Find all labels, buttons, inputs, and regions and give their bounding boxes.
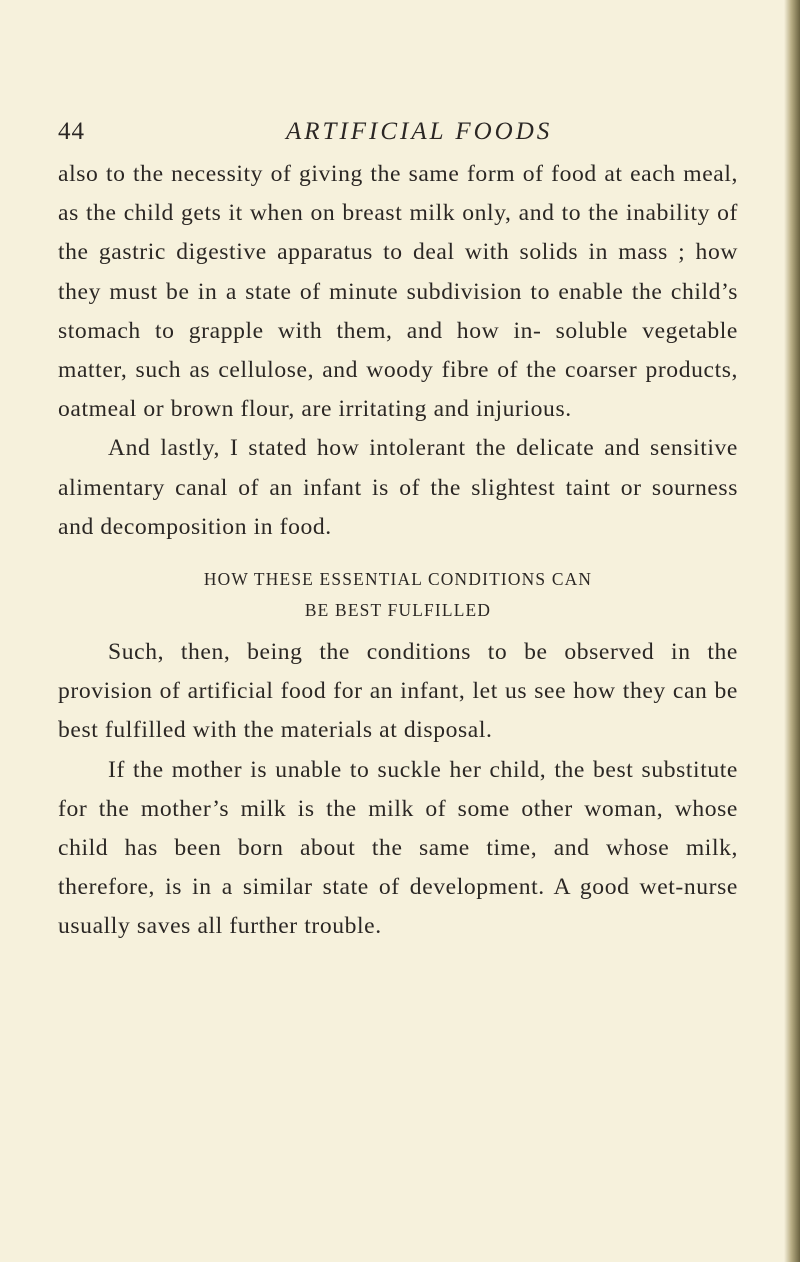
section-heading-line: BE BEST FULFILLED	[304, 600, 492, 621]
paragraph: And lastly, I stated how intolerant the delicate and sensitive alimentary canal of an infant is of the slightest taint or sourness and decomposition in food.	[58, 435, 738, 540]
section-heading	[58, 564, 738, 626]
paragraph: Such, then, being the conditions to be observed in the provision of artificial food for an infant, let us see how they can be best fulfilled with the materials at disposal.	[58, 639, 738, 744]
page-number: 44	[58, 118, 85, 145]
running-head	[58, 112, 738, 152]
running-title: ARTIFICIAL FOODS	[286, 118, 553, 145]
page-edge-shadow	[784, 0, 800, 1262]
body-text	[58, 155, 738, 947]
paragraph: If the mother is unable to suckle her child, the best substitute for the mother’s milk is the milk of some other woman, whose child has been born about the same time, and whose milk, therefore, is in a similar state of development. A good wet-nurse usually saves all further trouble.	[58, 756, 738, 940]
section-heading-line: HOW THESE ESSENTIAL CONDITIONS CAN	[203, 569, 593, 590]
paragraph: also to the necessity of giving the same form of food at each meal, as the child gets it when on breast milk only, and to the inability of the gastric digestive apparatus to deal with solids in mass ; how they must be in a state of minute subdivision to enable the child’s stomach to grapple with them, and how in- soluble vegetable matter, such as cellulose, and woody fibre of the coarser products, oatmeal or brown flour, are irritating and injurious.	[58, 161, 738, 423]
